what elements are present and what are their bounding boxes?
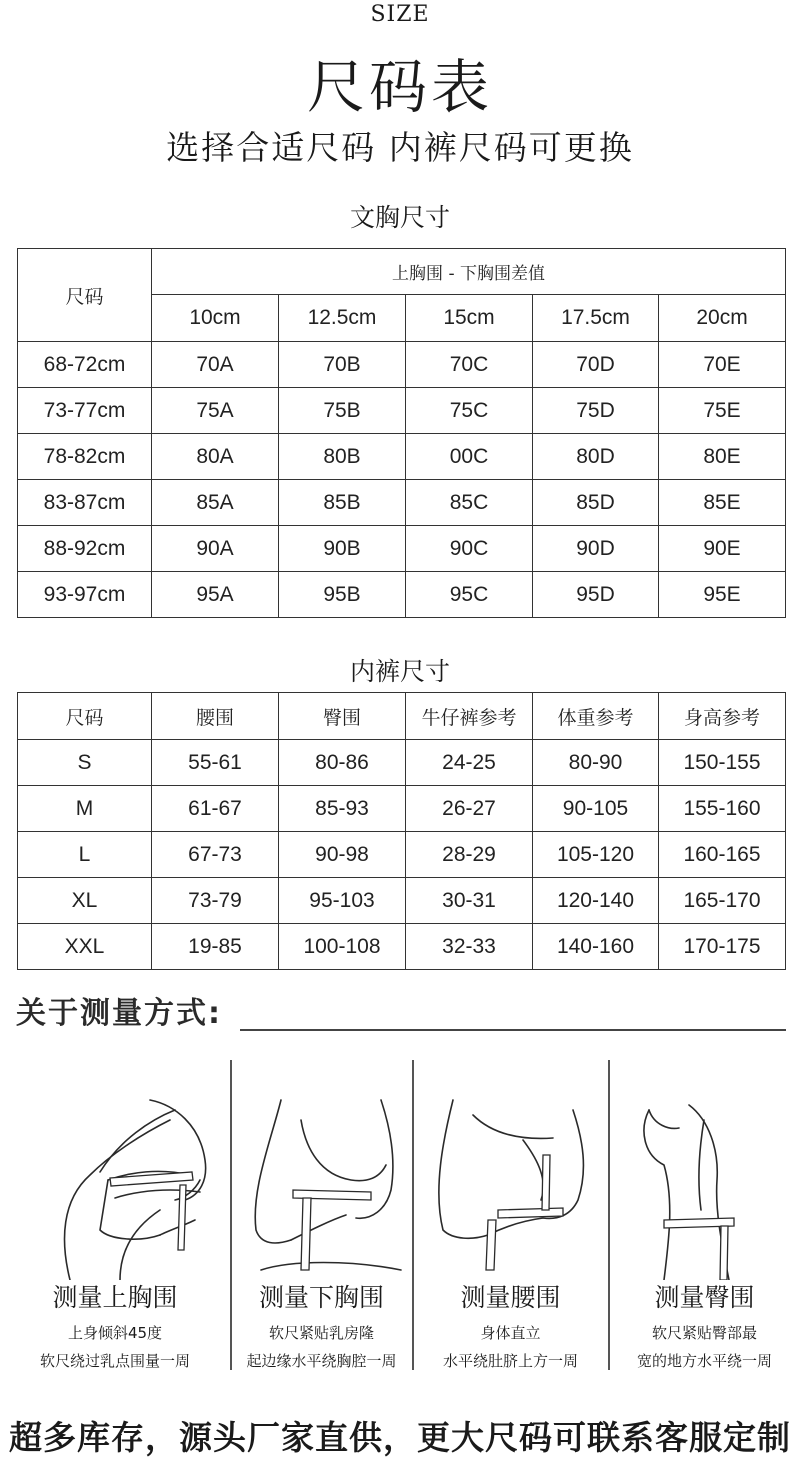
panel-instruction: 软尺绕过乳点围量一周 [39, 1352, 190, 1370]
size-label: SIZE [370, 2, 430, 27]
bra-size-cell: 70E [659, 342, 786, 388]
bra-size-cell: 75B [279, 388, 406, 434]
panty-cell: 26-27 [406, 786, 533, 832]
band-size-cell: 83-87cm [18, 480, 152, 526]
panty-cell: 140-160 [533, 924, 659, 970]
band-size-cell: 73-77cm [18, 388, 152, 434]
bra-size-cell: 85B [279, 480, 406, 526]
panty-cell: 90-98 [279, 832, 406, 878]
panty-column-header: 牛仔裤参考 [406, 693, 533, 740]
table-row [18, 740, 786, 786]
page-subtitle: 选择合适尺码 内裤尺码可更换 [166, 128, 634, 167]
panel-title: 测量下胸围 [258, 1283, 384, 1312]
table-row [18, 832, 786, 878]
bra-size-cell: 85C [406, 480, 533, 526]
bra-size-cell: 90C [406, 526, 533, 572]
bra-size-cell: 90E [659, 526, 786, 572]
bra-size-cell: 90D [533, 526, 659, 572]
bra-size-cell: 00C [406, 434, 533, 480]
table-row [18, 342, 786, 388]
panel-title: 测量上胸围 [52, 1283, 178, 1312]
panel-instruction: 软尺紧贴臀部最 [651, 1324, 757, 1342]
panel-title: 测量腰围 [460, 1283, 561, 1312]
table-row [18, 878, 786, 924]
panel-instruction: 水平绕肚脐上方一周 [442, 1352, 578, 1370]
bra-size-cell: 75D [533, 388, 659, 434]
bra-column-header: 15cm [406, 295, 533, 342]
table-row [18, 572, 786, 618]
panty-cell: 85-93 [279, 786, 406, 832]
panty-cell: L [18, 832, 152, 878]
panty-column-header: 腰围 [152, 693, 279, 740]
band-size-cell: 93-97cm [18, 572, 152, 618]
bra-size-cell: 70B [279, 342, 406, 388]
table-header-row [18, 693, 786, 740]
table-row [18, 434, 786, 480]
bra-column-header: 12.5cm [279, 295, 406, 342]
panty-cell: 24-25 [406, 740, 533, 786]
waist-measure-illustration [413, 1080, 608, 1280]
bra-size-cell: 85E [659, 480, 786, 526]
measure-panel-hip [609, 1060, 800, 1370]
page-title: 尺码表 [306, 53, 493, 121]
bra-size-cell: 95B [279, 572, 406, 618]
panty-cell: 61-67 [152, 786, 279, 832]
heading-divider [240, 1029, 786, 1031]
panty-cell: 32-33 [406, 924, 533, 970]
bra-size-table [17, 248, 786, 618]
bra-size-cell: 75C [406, 388, 533, 434]
panty-cell: 100-108 [279, 924, 406, 970]
measure-panel-upper-bust [0, 1060, 230, 1370]
bra-size-cell: 95D [533, 572, 659, 618]
bra-column-header: 20cm [659, 295, 786, 342]
panty-cell: 19-85 [152, 924, 279, 970]
panty-cell: 28-29 [406, 832, 533, 878]
panty-cell: 73-79 [152, 878, 279, 924]
panty-column-header: 臀围 [279, 693, 406, 740]
panel-instruction: 身体直立 [480, 1324, 541, 1342]
panty-cell: 30-31 [406, 878, 533, 924]
under-bust-measure-illustration [231, 1080, 412, 1280]
panty-cell: 55-61 [152, 740, 279, 786]
bra-size-cell: 80A [152, 434, 279, 480]
bra-table-title: 文胸尺寸 [349, 203, 450, 232]
panty-cell: 80-86 [279, 740, 406, 786]
panty-cell: XXL [18, 924, 152, 970]
bra-size-cell: 85D [533, 480, 659, 526]
measure-panel-waist [413, 1060, 608, 1370]
bra-size-cell: 85A [152, 480, 279, 526]
measurement-heading: 关于测量方式: [16, 996, 222, 1031]
bra-size-cell: 70D [533, 342, 659, 388]
panty-cell: S [18, 740, 152, 786]
bra-size-cell: 90A [152, 526, 279, 572]
panty-cell: 95-103 [279, 878, 406, 924]
upper-bust-measure-illustration [0, 1080, 230, 1280]
panty-cell: 90-105 [533, 786, 659, 832]
panty-cell: 80-90 [533, 740, 659, 786]
panty-cell: 105-120 [533, 832, 659, 878]
panty-cell: 67-73 [152, 832, 279, 878]
panty-column-header: 尺码 [18, 693, 152, 740]
panty-column-header: 身高参考 [659, 693, 786, 740]
bra-size-cell: 80E [659, 434, 786, 480]
panty-cell: 170-175 [659, 924, 786, 970]
panty-cell: 155-160 [659, 786, 786, 832]
table-row [18, 786, 786, 832]
bra-size-cell: 80D [533, 434, 659, 480]
band-size-cell: 88-92cm [18, 526, 152, 572]
hip-measure-illustration [609, 1080, 800, 1280]
panty-cell: 160-165 [659, 832, 786, 878]
panel-instruction: 宽的地方水平绕一周 [636, 1352, 772, 1370]
bra-corner-header: 尺码 [18, 249, 152, 342]
bra-column-header: 10cm [152, 295, 279, 342]
band-size-cell: 78-82cm [18, 434, 152, 480]
bra-size-cell: 95E [659, 572, 786, 618]
table-row [18, 526, 786, 572]
table-row [18, 480, 786, 526]
panty-column-header: 体重参考 [533, 693, 659, 740]
panty-table-title: 内裤尺寸 [349, 657, 450, 686]
bra-size-cell: 80B [279, 434, 406, 480]
panel-instruction: 起边缘水平绕胸腔一周 [246, 1352, 397, 1370]
panel-title: 测量臀围 [654, 1283, 755, 1312]
footer-banner: 超多库存，源头厂家直供，更大尺码可联系客服定制 [9, 1418, 791, 1457]
measure-panel-under-bust [231, 1060, 412, 1370]
bra-size-cell: 75A [152, 388, 279, 434]
panel-instruction: 上身倾斜45度 [67, 1324, 163, 1342]
bra-size-cell: 75E [659, 388, 786, 434]
bra-size-cell: 90B [279, 526, 406, 572]
bust-difference-header: 上胸围 - 下胸围差值 [152, 249, 786, 295]
table-row [18, 924, 786, 970]
panty-size-table [17, 692, 786, 970]
bra-size-cell: 70A [152, 342, 279, 388]
band-size-cell: 68-72cm [18, 342, 152, 388]
panty-cell: 120-140 [533, 878, 659, 924]
bra-size-cell: 70C [406, 342, 533, 388]
panty-cell: 150-155 [659, 740, 786, 786]
table-row [18, 388, 786, 434]
panel-instruction: 软尺紧贴乳房隆 [268, 1324, 374, 1342]
panty-cell: M [18, 786, 152, 832]
panty-cell: XL [18, 878, 152, 924]
bra-column-header: 17.5cm [533, 295, 659, 342]
bra-size-cell: 95C [406, 572, 533, 618]
panty-cell: 165-170 [659, 878, 786, 924]
bra-size-cell: 95A [152, 572, 279, 618]
